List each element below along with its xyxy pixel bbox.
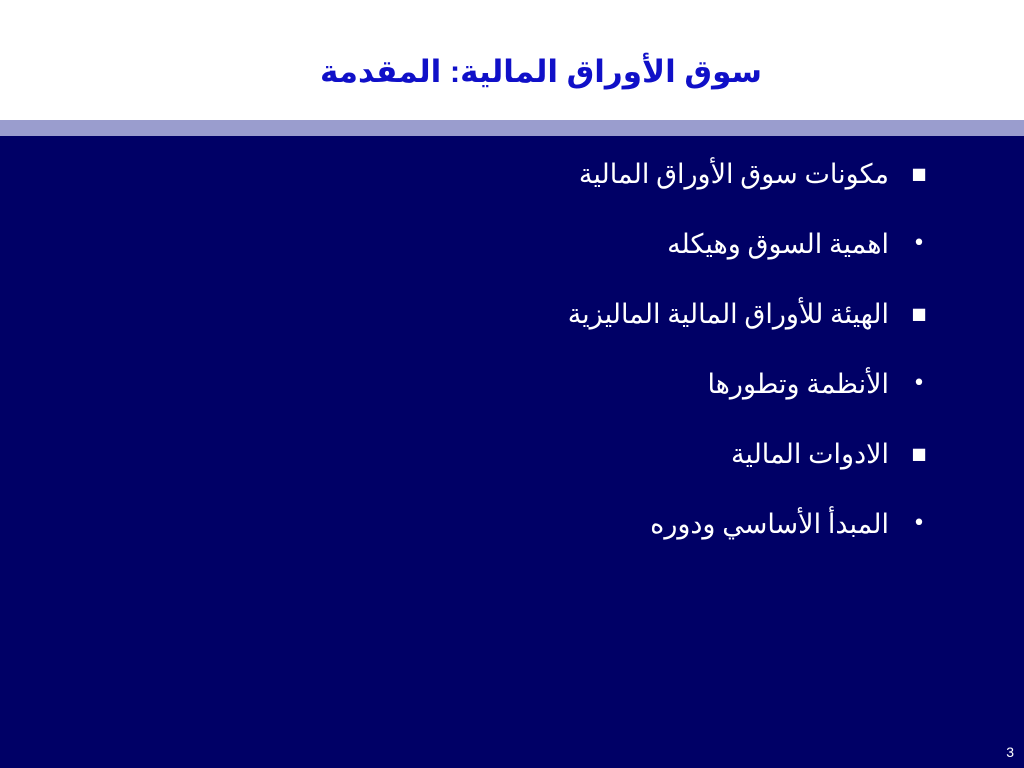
title-divider bbox=[0, 120, 1024, 136]
bullet-list bbox=[231, 156, 931, 576]
square-bullet-icon: ■ bbox=[911, 444, 927, 463]
bullet-item-instruments bbox=[231, 436, 931, 472]
round-bullet-icon: • bbox=[912, 371, 926, 396]
bullet-item-principle bbox=[231, 506, 931, 542]
slide-content bbox=[0, 136, 1024, 768]
bullet-text: مكونات سوق الأوراق المالية bbox=[578, 159, 889, 189]
bullet-text: الادوات المالية bbox=[730, 439, 889, 469]
bullet-text: الهيئة للأوراق المالية الماليزية bbox=[567, 299, 889, 329]
page-number: 3 bbox=[1006, 744, 1014, 760]
bullet-text: المبدأ الأساسي ودوره bbox=[650, 509, 889, 539]
bullet-item-regulations bbox=[231, 366, 931, 402]
bullet-item-importance bbox=[231, 226, 931, 262]
round-bullet-icon: • bbox=[912, 231, 926, 256]
bullet-text: اهمية السوق وهيكله bbox=[667, 229, 889, 259]
square-bullet-icon: ■ bbox=[911, 164, 927, 183]
square-bullet-icon: ■ bbox=[911, 304, 927, 323]
round-bullet-icon: • bbox=[912, 511, 926, 536]
slide-title: سوق الأوراق المالية: المقدمة bbox=[319, 54, 762, 89]
bullet-text: الأنظمة وتطورها bbox=[707, 369, 889, 399]
bullet-item-commission bbox=[231, 296, 931, 332]
bullet-item-components bbox=[231, 156, 931, 192]
slide-title-area bbox=[0, 0, 1024, 120]
